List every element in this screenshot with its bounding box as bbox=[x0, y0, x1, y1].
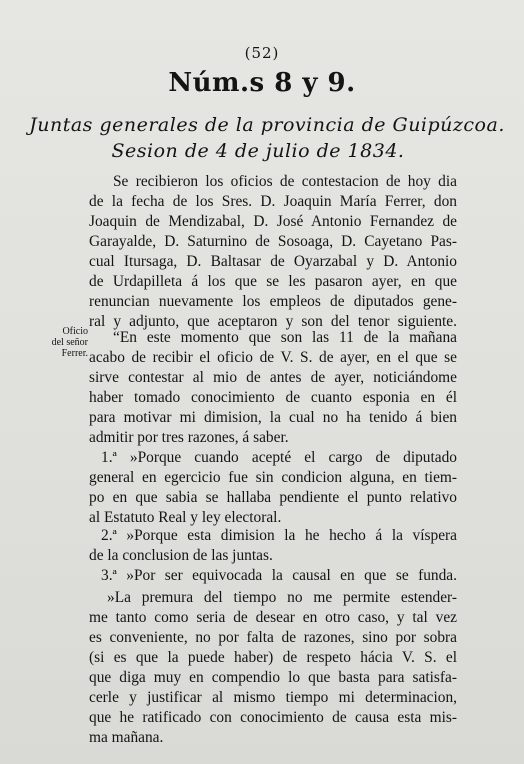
body-line: de Urdapilleta á los que se les pasaron ayer, en que bbox=[89, 273, 457, 290]
body-line: cerle y justificar al mismo tiempo mi determinacion, bbox=[89, 689, 457, 706]
document-title: Núm.s 8 y 9. bbox=[168, 68, 356, 98]
body-line: ma mañana. bbox=[89, 729, 164, 746]
margin-note-line-3: Ferrer. bbox=[61, 348, 88, 359]
body-line: 3.ª »Por ser equivocada la causal en que se funda. bbox=[101, 567, 457, 584]
body-line: acabo de recibir el oficio de V. S. de ayer, en el que se bbox=[89, 349, 457, 366]
body-line: Joaquin de Mendizabal, D. José Antonio Fernandez de bbox=[89, 213, 457, 230]
body-line: de la fecha de los Sres. D. Joaquin María Ferrer, don bbox=[89, 193, 457, 210]
subtitle-line-1: Juntas generales de la provincia de Guipúzcoa. bbox=[29, 114, 505, 136]
body-line: general en egercicio fue sin condicion alguna, en tiem- bbox=[89, 469, 457, 486]
body-line: renuncian nuevamente los empleos de diputados gene- bbox=[89, 293, 457, 310]
page-number: (52) bbox=[244, 44, 280, 62]
body-line: »La premura del tiempo no me permite estender- bbox=[107, 589, 457, 606]
margin-note-line-1: Oficio bbox=[62, 326, 88, 337]
body-line: po en que sabia se hallaba pendiente el punto relativo bbox=[89, 489, 457, 506]
margin-note-line-2: del señor bbox=[51, 337, 88, 348]
body-line: de la conclusion de las juntas. bbox=[89, 547, 273, 564]
body-line: Garayalde, D. Saturnino de Sosoaga, D. Cayetano Pas- bbox=[89, 233, 457, 250]
body-line: ral y adjunto, que aceptaron y son del tenor siguiente. bbox=[89, 313, 457, 330]
body-line: admitir por tres razones, á saber. bbox=[89, 429, 289, 446]
body-line: 1.ª »Porque cuando acepté el cargo de diputado bbox=[101, 449, 457, 466]
body-line: que he ratificado con conocimiento de causa esta mis- bbox=[89, 709, 457, 726]
body-line: “En este momento que son las 11 de la mañana bbox=[113, 329, 457, 346]
body-line: (si es que la puede haber) de respeto hácia V. S. el bbox=[89, 649, 457, 666]
body-line: sirve contestar al mio de antes de ayer, noticiándome bbox=[89, 369, 457, 386]
body-line: para motivar mi dimision, la cual no ha tenido á bien bbox=[89, 409, 457, 426]
body-line: es conveniente, no por falta de razones, sino por sobra bbox=[89, 629, 457, 646]
body-line: Se recibieron los oficios de contestacion de hoy dia bbox=[113, 173, 457, 190]
subtitle-line-2: Sesion de 4 de julio de 1834. bbox=[111, 140, 405, 162]
body-line: 2.ª »Porque esta dimision la he hecho á la víspera bbox=[101, 527, 457, 544]
body-line: haber tomado conocimiento de cuanto esponia en él bbox=[89, 389, 457, 406]
body-line: al Estatuto Real y ley electoral. bbox=[89, 509, 282, 526]
body-line: me tanto como seria de desear en otro caso, y tal vez bbox=[89, 609, 457, 626]
body-line: que diga muy en compendio lo que basta para satisfa- bbox=[89, 669, 457, 686]
body-line: cual Itursaga, D. Baltasar de Oyarzabal y D. Antonio bbox=[89, 253, 457, 270]
